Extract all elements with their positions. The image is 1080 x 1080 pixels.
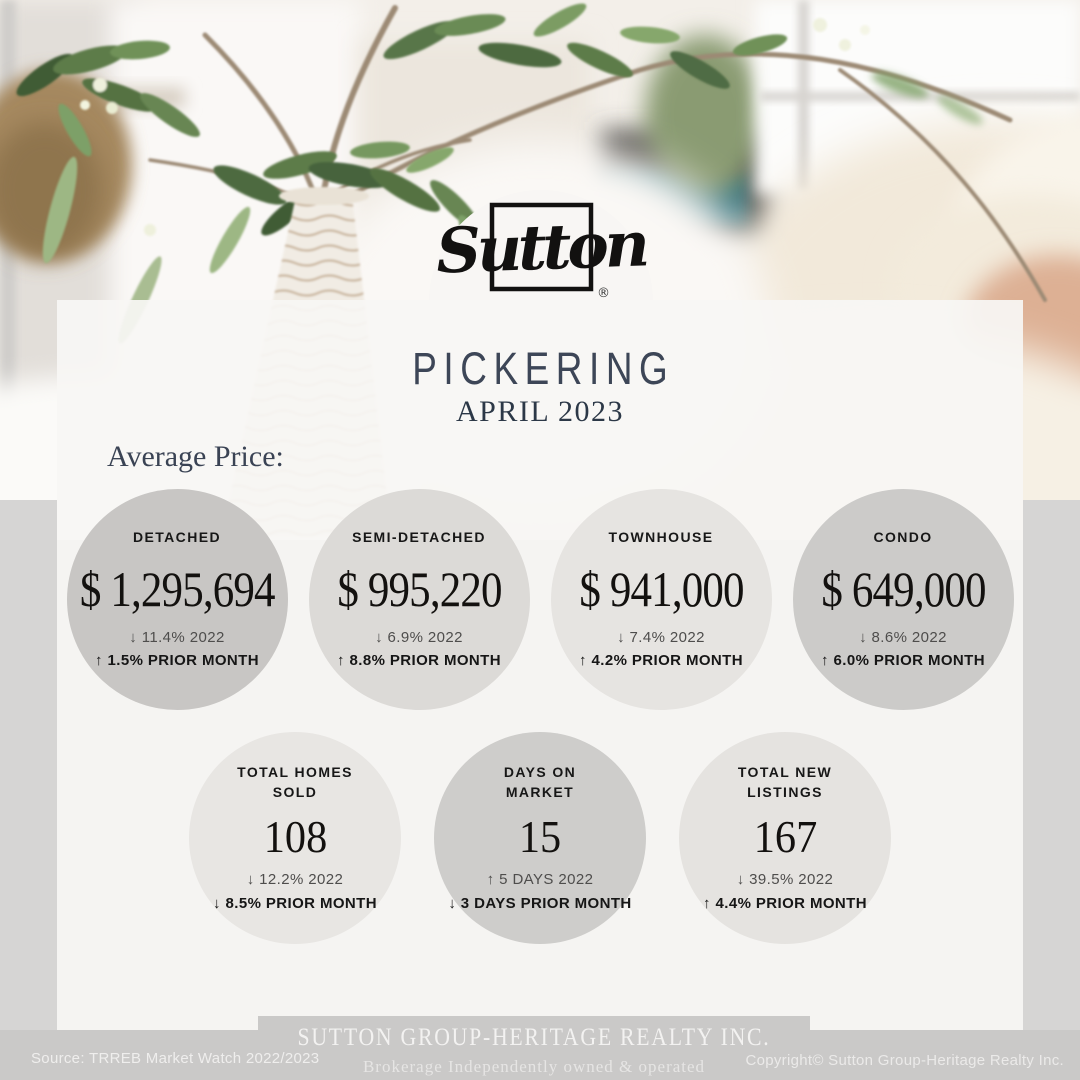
price-circle-townhouse — [551, 489, 772, 710]
yoy-change: ↑ 5 DAYS 2022 — [486, 871, 594, 889]
price-circle-condo — [793, 489, 1014, 710]
yoy-change: ↓ 7.4% 2022 — [617, 628, 705, 646]
prior-month-change: ↓ 3 DAYS PRIOR MONTH — [448, 894, 632, 912]
price-circle-detached — [67, 489, 288, 710]
circle-label-line1: TOTAL HOMES — [237, 763, 353, 780]
right-margin — [1023, 500, 1080, 1030]
report-month: APRIL 2023 — [455, 395, 625, 428]
yoy-change: ↓ 8.6% 2022 — [859, 628, 947, 646]
brokerage-tagline: Brokerage Independently owned & operated — [362, 1057, 706, 1076]
data-source-note: Source: TRREB Market Watch 2022/2023 — [31, 1050, 320, 1067]
yoy-change: ↓ 39.5% 2022 — [736, 871, 834, 889]
stat-circle-days-on-market — [434, 732, 646, 944]
stat-circles-row — [57, 732, 1023, 944]
circle-label: SEMI-DETACHED — [352, 529, 486, 546]
average-price-value: $ 649,000 — [820, 560, 986, 617]
circle-label-line1: DAYS ON — [503, 763, 577, 780]
yoy-change: ↓ 11.4% 2022 — [129, 628, 225, 646]
yoy-change: ↓ 12.2% 2022 — [246, 871, 344, 889]
circle-label-line1: TOTAL NEW — [737, 763, 833, 780]
prior-month-change: ↓ 8.5% PRIOR MONTH — [213, 894, 377, 912]
stat-value: 15 — [518, 811, 562, 863]
circle-label — [504, 763, 576, 802]
average-price-value: $ 1,295,694 — [79, 560, 275, 617]
stat-circle-total-new-listings — [679, 732, 891, 944]
prior-month-change: ↑ 1.5% PRIOR MONTH — [95, 652, 259, 670]
circle-label — [738, 763, 832, 802]
sutton-logo — [0, 0, 1080, 320]
circle-label: TOWNHOUSE — [608, 529, 714, 546]
prior-month-change: ↑ 6.0% PRIOR MONTH — [821, 652, 985, 670]
stat-value: 167 — [753, 811, 817, 863]
circle-label: CONDO — [873, 529, 933, 546]
stat-value: 108 — [263, 811, 327, 863]
left-margin — [0, 500, 57, 1030]
price-circle-semi-detached — [309, 489, 530, 710]
page-title: PICKERING — [412, 343, 675, 394]
circle-label-line2: LISTINGS — [747, 783, 823, 800]
yoy-change: ↓ 6.9% 2022 — [375, 628, 463, 646]
average-price-value: $ 995,220 — [336, 560, 502, 617]
circle-label — [237, 763, 353, 802]
prior-month-change: ↑ 8.8% PRIOR MONTH — [337, 652, 501, 670]
company-name: SUTTON GROUP-HERITAGE REALTY INC. — [297, 1024, 771, 1051]
circle-label-line2: SOLD — [272, 783, 318, 800]
price-circles-row — [57, 489, 1023, 710]
registered-mark-icon: ® — [597, 286, 610, 301]
circle-label: DETACHED — [133, 529, 221, 546]
prior-month-change: ↑ 4.2% PRIOR MONTH — [579, 652, 743, 670]
prior-month-change: ↑ 4.4% PRIOR MONTH — [703, 894, 867, 912]
stat-circle-total-homes-sold — [189, 732, 401, 944]
average-price-value: $ 941,000 — [578, 560, 744, 617]
sutton-logo-text: Sutton — [434, 207, 647, 288]
section-label-average-price: Average Price: — [107, 440, 284, 473]
copyright-note: Copyright© Sutton Group-Heritage Realty Inc. — [745, 1052, 1064, 1069]
circle-label-line2: MARKET — [505, 783, 575, 800]
